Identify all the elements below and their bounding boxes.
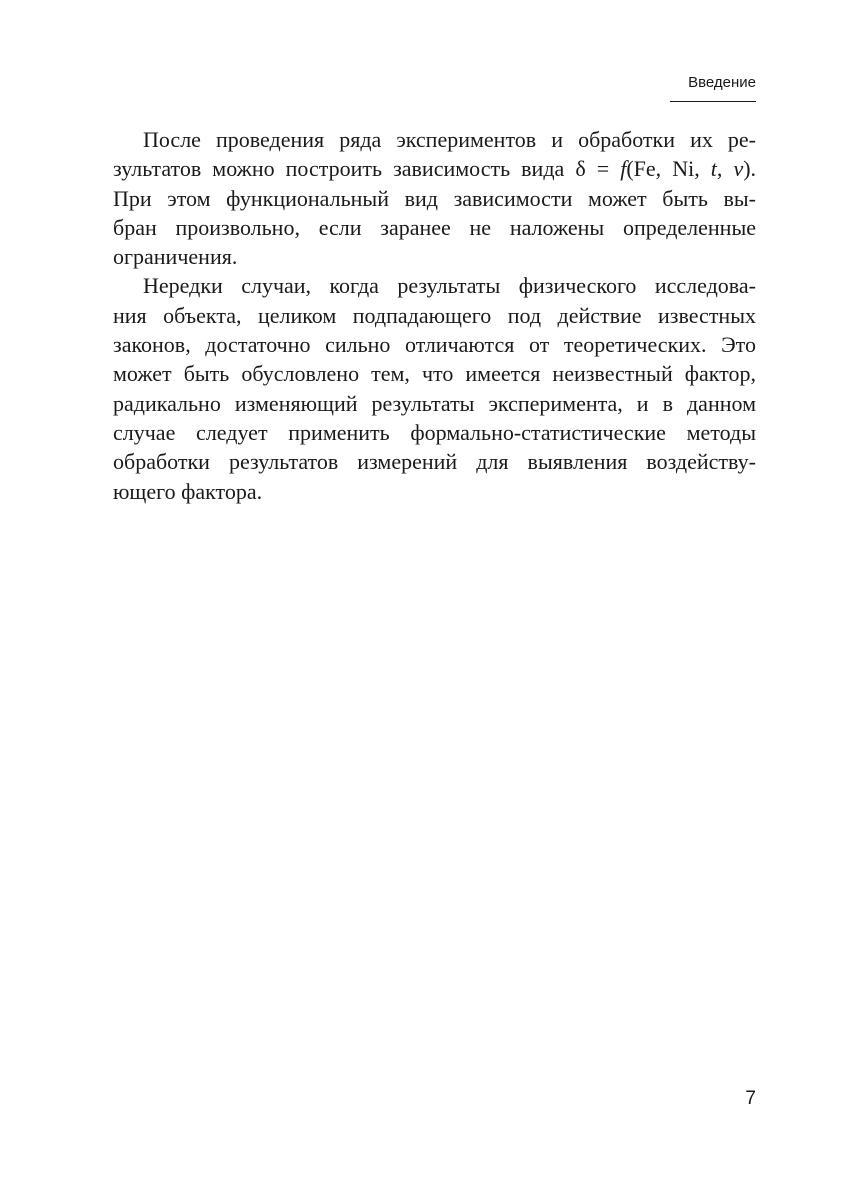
text-line: обработки результатов измерений для выявления воздейству- (113, 449, 756, 475)
text-line: ограничения. (113, 244, 238, 270)
text-line-with-formula (113, 154, 756, 183)
text-line: ющего фактора. (113, 478, 263, 504)
text-line: Нередки случаи, когда результаты физического исследова- (143, 273, 756, 299)
formula-separator: , (716, 156, 723, 182)
text-line: При этом функциональный вид зависимости может быть вы- (113, 185, 756, 211)
body-text (113, 125, 756, 506)
formula-variable-t: t (710, 156, 717, 182)
formula-close: ). (743, 156, 757, 182)
text-line: После проведения ряда экспериментов и обработки их ре- (143, 127, 756, 152)
paragraph-2 (113, 271, 756, 505)
text-line: может быть обусловлено тем, что имеется неизвестный фактор, (113, 361, 756, 387)
text-line: случае следует применить формально-статистические методы (113, 419, 756, 445)
text-line: радикально изменяющий результаты эксперимента, и в данном (113, 390, 756, 416)
paragraph-1 (113, 125, 756, 271)
formula-lhs: δ = (575, 156, 610, 182)
text-line: ния объекта, целиком подпадающего под действие известных (113, 302, 756, 328)
text-fragment: зультатов можно построить зависимость вида (113, 156, 565, 182)
text-line: законов, достаточно сильно отличаются от теоретических. Это (113, 332, 756, 358)
formula-args: (Fe, Ni, (626, 156, 700, 182)
page-number: 7 (745, 1088, 756, 1109)
text-line: бран произвольно, если заранее не наложены определенные (113, 214, 756, 240)
running-head-section-title (670, 72, 756, 102)
formula-function: f (620, 156, 627, 182)
formula (575, 156, 756, 181)
formula-variable-v: v (733, 156, 744, 182)
section-title: Введение (688, 74, 756, 91)
